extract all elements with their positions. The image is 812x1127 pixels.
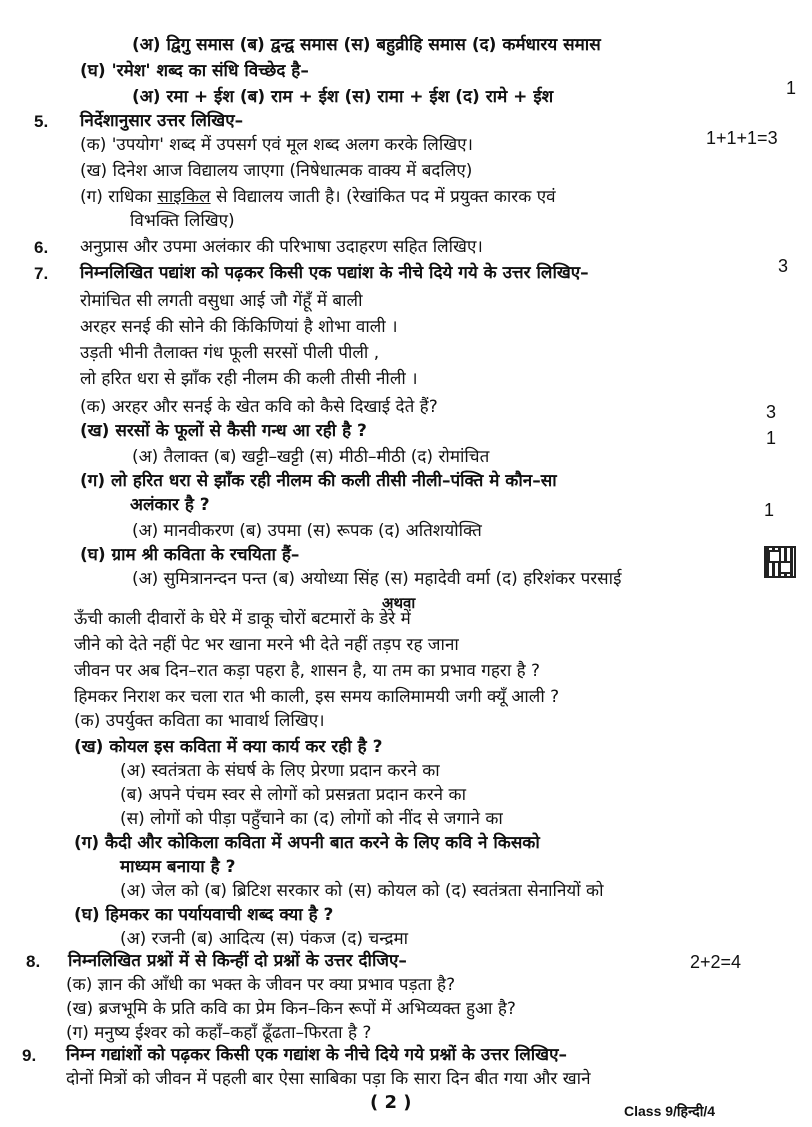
page-number: ( 2 ) (370, 1092, 412, 1113)
q7c: (ग) लो हरित धरा से झाँक रही नीलम की कली तीसी नीली–पंक्ति मे कौन–सा (80, 471, 557, 491)
class-code: Class 9/हिन्दी/4 (624, 1103, 716, 1119)
q7-alt-b-opt3: (स) लोगों को पीड़ा पहुँचाने का (द) लोगों को नींद से जगाने का (120, 809, 503, 829)
q4c-options: (अ) द्विगु समास (ब) द्वन्द्व समास (स) बहुव्रीहि समास (द) कर्मधारय समास (132, 35, 601, 55)
poem1-line2: अरहर सनई की सोने की किंकिणियां है शोभा वाली । (80, 317, 398, 337)
marks-q7b: 1 (766, 428, 777, 448)
q9-passage-start: दोनों मित्रों को जीवन में पहली बार ऐसा साबिका पड़ा कि सारा दिन बीत गया और खाने (66, 1069, 591, 1089)
q9-number: 9. (22, 1046, 37, 1065)
q7-alt-b: (ख) कोयल इस कविता में क्या कार्य कर रही है ? (74, 737, 383, 757)
q7-alt-c-options: (अ) जेल को (ब) ब्रिटिश सरकार को (स) कोयल को (द) स्वतंत्रता सेनानियों को (120, 881, 604, 901)
q8a: (क) ज्ञान की आँधी का भक्त के जीवन पर क्या प्रभाव पड़ता है? (66, 975, 456, 995)
q7a: (क) अरहर और सनई के खेत कवि को कैसे दिखाई देते हैं? (80, 397, 438, 417)
q5c-underlined-word: साइकिल (157, 187, 211, 207)
q6-number: 6. (34, 238, 49, 257)
marks-q6: 3 (778, 256, 789, 276)
q7-alt-c: (ग) कैदी और कोकिला कविता में अपनी बात करने के लिए कवि ने किसको (74, 833, 540, 853)
marks-q7c: 1 (764, 500, 775, 520)
qr-code-icon (764, 546, 796, 578)
q7-alt-c-cont: माध्यम बनाया है ? (120, 857, 236, 877)
poem2-line3: जीवन पर अब दिन–रात कड़ा पहरा है, शासन है, या तम का प्रभाव गहरा है ? (74, 661, 541, 681)
poem2-line4: हिमकर निराश कर चला रात भी काली, इस समय कालिमामयी जगी क्यूँ आली ? (74, 687, 560, 707)
q4d-question: (घ) 'रमेश' शब्द का संधि विच्छेद है– (80, 61, 309, 81)
or-separator: अथवा (382, 594, 416, 612)
q9-heading: निम्न गद्यांशों को पढ़कर किसी एक गद्यांश के नीचे दिये गये प्रश्नों के उत्तर लिखिए– (66, 1045, 567, 1065)
q5c (80, 186, 556, 208)
q8c: (ग) मनुष्य ईश्वर को कहाँ–कहाँ ढूँढता–फिरता है ? (66, 1023, 372, 1043)
q8-heading: निम्नलिखित प्रश्नों में से किन्हीं दो प्रश्नों के उत्तर दीजिए– (68, 951, 407, 971)
marks-q7a: 3 (766, 402, 777, 422)
q5c-part1: (ग) राधिका (80, 187, 158, 207)
q5-number: 5. (34, 112, 49, 131)
q7-alt-b-opt1: (अ) स्वतंत्रता के संघर्ष के लिए प्रेरणा प्रदान करने का (120, 761, 440, 781)
poem2-line2: जीने को देते नहीं पेट भर खाना मरने भी देते नहीं तड़प रह जाना (74, 635, 459, 655)
q5b: (ख) दिनेश आज विद्यालय जाएगा (निषेधात्मक वाक्य में बदलिए) (80, 161, 473, 181)
q5c-cont: विभक्ति लिखिए) (130, 211, 235, 231)
q8-number: 8. (26, 952, 41, 971)
q7-alt-a: (क) उपर्युक्त कविता का भावार्थ लिखिए। (74, 711, 325, 731)
poem1-line4: लो हरित धरा से झाँक रही नीलम की कली तीसी नीली । (80, 369, 418, 389)
q7-heading: निम्नलिखित पद्यांश को पढ़कर किसी एक पद्यांश के नीचे दिये गये के उत्तर लिखिए– (80, 263, 589, 283)
q7-alt-b-opt2: (ब) अपने पंचम स्वर से लोगों को प्रसन्नता प्रदान करने का (120, 785, 466, 805)
q7b-options: (अ) तैलाक्त (ब) खट्टी–खट्टी (स) मीठी–मीठी (द) रोमांचित (132, 447, 490, 467)
q4d-options: (अ) रमा + ईश (ब) राम + ईश (स) रामा + ईश (द) रामे + ईश (132, 87, 554, 107)
q6-question: अनुप्रास और उपमा अलंकार की परिभाषा उदाहरण सहित लिखिए। (80, 237, 483, 257)
q8b: (ख) ब्रजभूमि के प्रति कवि का प्रेम किन–किन रूपों में अभिव्यक्त हुआ है? (66, 999, 516, 1019)
q7c-options: (अ) मानवीकरण (ब) उपमा (स) रूपक (द) अतिशयोक्ति (132, 521, 482, 541)
marks-q8: 2+2=4 (690, 952, 742, 972)
q7-alt-d-options: (अ) रजनी (ब) आदित्य (स) पंकज (द) चन्द्रमा (120, 929, 409, 949)
marks-q5: 1+1+1=3 (706, 128, 778, 148)
q5a: (क) 'उपयोग' शब्द में उपसर्ग एवं मूल शब्द अलग करके लिखिए। (80, 135, 473, 155)
poem1-line1: रोमांचित सी लगती वसुधा आई जौ गेंहूँ में बाली (80, 291, 363, 311)
q7-alt-d: (घ) हिमकर का पर्यायवाची शब्द क्या है ? (74, 905, 334, 925)
q7c-cont: अलंकार है ? (130, 495, 210, 515)
marks-q4: 1 (786, 78, 797, 98)
q7d: (घ) ग्राम श्री कविता के रचयिता हैं– (80, 545, 300, 565)
q5c-part2: से विद्यालय जाती है। (रेखांकित पद में प्रयुक्त कारक एवं (210, 187, 556, 207)
poem1-line3: उड़ती भीनी तैलाक्त गंध फूली सरसों पीली पीली , (80, 343, 380, 363)
q7b: (ख) सरसों के फूलों से कैसी गन्ध आ रही है ? (80, 421, 367, 441)
poem2-line1: ऊँची काली दीवारों के घेरे में डाकू चोरों बटमारों के डेरे में (74, 609, 411, 629)
q5-heading: निर्देशानुसार उत्तर लिखिए– (80, 111, 244, 131)
q7-number: 7. (34, 264, 49, 283)
q7d-options: (अ) सुमित्रानन्दन पन्त (ब) अयोध्या सिंह (स) महादेवी वर्मा (द) हरिशंकर परसाई (132, 569, 622, 589)
